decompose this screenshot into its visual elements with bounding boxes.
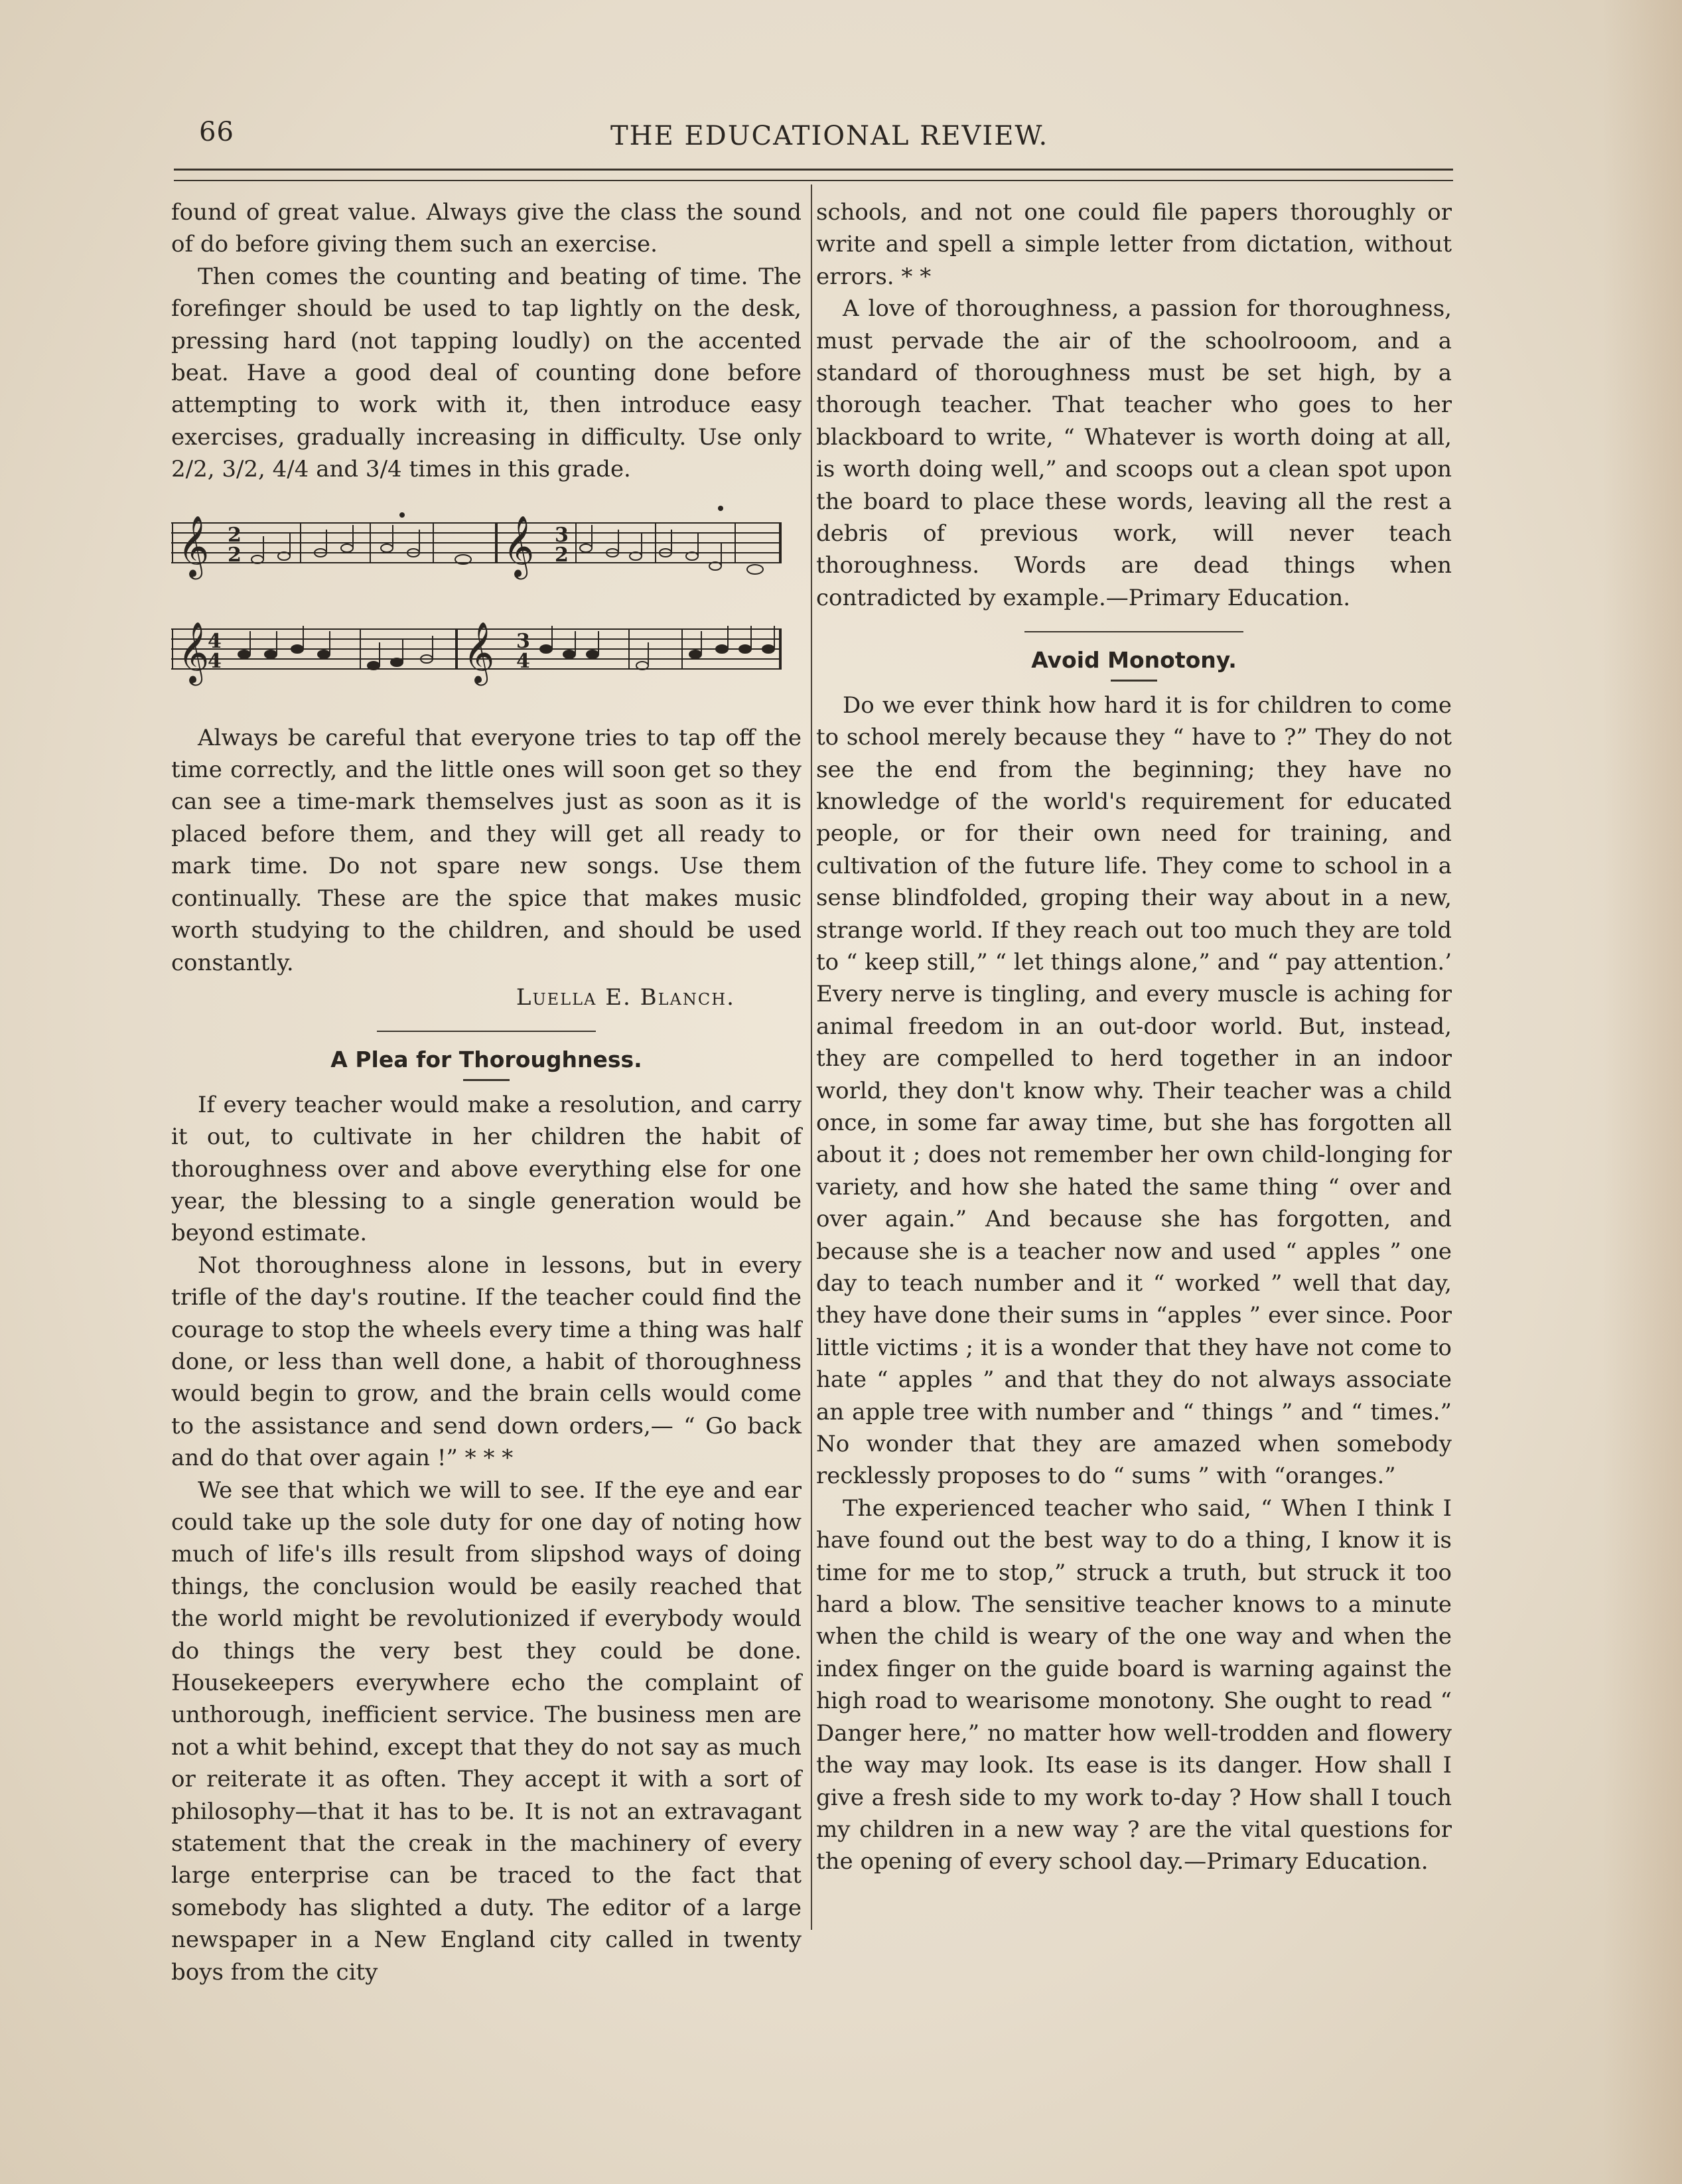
page-number: 66	[199, 117, 234, 147]
continued-paragraph: schools, and not one could file papers thoroughly or write and spell a simple letter from dictation, without errors. * *	[816, 199, 1452, 290]
header-double-rule	[174, 169, 1453, 181]
music-examples	[171, 503, 802, 689]
plea-paragraph-1: If every teacher would make a resolution, and carry it out, to cultivate in her children the habit of thoroughness over and above everything else for one year, the blessing to a single generation would be beyond estimate.	[171, 1091, 802, 1247]
section-separator	[1024, 631, 1243, 632]
intro-paragraph-1: found of great value. Always give the class the sound of do before giving them such an exercise.	[171, 199, 802, 258]
section-heading: A Plea for Thoroughness.	[330, 1047, 642, 1073]
running-head-title: THE EDUCATIONAL REVIEW.	[610, 121, 1049, 151]
plea-paragraph-3: We see that which we will to see. If the eye and ear could take up the sole duty for one day of noting how much of life's ills result from slipshod ways of doing things, the conclusion would be easily reached that the world might be revolutionized if everybody would do things the very best they could be done. Housekeepers everywhere echo the complaint of unthorough, inefficient service. The business men are not a whit behind, except that they do not say as much or reiterate it as often. They accept it with a sort of philosophy—that it has to be. It is not an extravagant statement that the creak in the machinery of every large enterprise can be traced to the fact that somebody has slighted a duty. The editor of a large newspaper in a New England city called in twenty boys from the city	[171, 1477, 802, 1986]
column-divider	[811, 184, 812, 1930]
section-separator	[377, 1031, 596, 1032]
time-sig-top: 3	[555, 523, 569, 547]
time-sig-bottom: 2	[228, 543, 242, 567]
time-sig-bottom: 2	[555, 543, 569, 567]
left-column	[171, 196, 802, 1988]
monotony-paragraph-1: Do we ever think how hard it is for children to come to school merely because they “ have to ?” They do not see the end from the beginning; they have no knowledge of the world's requirement for educated people, or for their own need for training, and cultivation of the future life. They come to school in a sense blindfolded, groping their way about in a new, strange world. If they reach out too much they are told to “ keep still,” “ let things alone,” and “ pay attention.’ Every nerve is tingling, and every muscle is aching for animal freedom in an out-door world. But, instead, they are compelled to herd together in an indoor world, they don't know why. Their teacher was a child once, in some far away time, but she has forgotten all about it ; does not remember her own child-longing for variety, and how she hated the same thing “ over and over again.” And because she has forgotten, and because she is a teacher now and used “ apples ” one day to teach number and it “ worked ” well that day, they have done their sums in “apples ” ever since. Poor little victims ; it is a wonder that they have not come to hate “ apples ” and that they do not always associate an apple tree with number and “ things ” and “ times.” No wonder that they are amazed when somebody recklessly proposes to do “ sums ” with “oranges.”	[816, 692, 1452, 1490]
section-heading: Avoid Monotony.	[1031, 647, 1237, 674]
svg-text:𝄞: 𝄞	[178, 514, 210, 577]
page-edge-shadow	[1602, 0, 1682, 2184]
right-column	[816, 196, 1452, 1878]
music-closing-paragraph: Always be careful that everyone tries to tap off the time correctly, and the little ones will soon get so they can see a time-mark themselves just as soon as it is placed before them, and they will get all ready to mark time. Do not spare new songs. Use them continually. These are the spice that makes music worth studying to the children, and should be used constantly.	[171, 724, 802, 976]
svg-text:𝄞: 𝄞	[503, 514, 535, 577]
time-sig-top: 3	[516, 629, 530, 653]
intro-paragraph-2: Then comes the counting and beating of time. The forefinger should be used to tap lightly on the desk, pressing hard (not tapping loudly) on the accented beat. Have a good deal of counting done before attempting to work with it, then introduce easy exercises, gradually increasing in difficulty. Use only 2/2, 3/2, 4/4 and 3/4 times in this grade.	[171, 263, 802, 483]
time-sig-top: 4	[208, 629, 222, 653]
time-sig-bottom: 4	[208, 649, 222, 673]
heading-rule	[1111, 680, 1157, 682]
author-attribution: Luella E. Blanch.	[516, 983, 735, 1011]
time-sig-bottom: 4	[516, 649, 530, 673]
music-staff-1	[171, 503, 795, 583]
plea-paragraph-2: Not thoroughness alone in lessons, but in every trifle of the day's routine. If the teacher could find the courage to stop the wheels every time a thing was half done, or less than well done, a habit of thoroughness would begin to grow, and the brain cells would come to the assistance and send down orders,— “ Go back and do that over again !” * * *	[171, 1252, 802, 1472]
thoroughness-paragraph: A love of thoroughness, a passion for thoroughness, must pervade the air of the schoolrooom, and a standard of thoroughness must be set high, by a thorough teacher. That teacher who goes to her blackboard to write, “ Whatever is worth doing at all, is worth doing well,” and scoops out a clean spot upon the board to place these words, leaving all the rest a debris of previous work, will never teach thoroughness. Words are dead things when contradicted by example.—Primary Education.	[816, 295, 1452, 611]
music-staff-2	[171, 609, 795, 689]
heading-rule	[463, 1079, 510, 1081]
time-sig-top: 2	[228, 523, 242, 547]
svg-text:𝄞: 𝄞	[463, 620, 495, 683]
svg-text:𝄞: 𝄞	[178, 620, 210, 683]
monotony-paragraph-2: The experienced teacher who said, “ When I think I have found out the best way to do a thing, I know it is time for me to stop,” struck a truth, but struck it too hard a blow. The sensitive teacher knows to a minute when the child is weary of the one way and when the index finger on the guide board is warning against the high road to wearisome monotony. She ought to read “ Danger here,” no matter how well-trodden and flowery the way may look. Its ease is its danger. How shall I give a fresh side to my work to-day ? How shall I touch my children in a new way ? are the vital questions for the opening of every school day.—Primary Education.	[816, 1494, 1452, 1875]
